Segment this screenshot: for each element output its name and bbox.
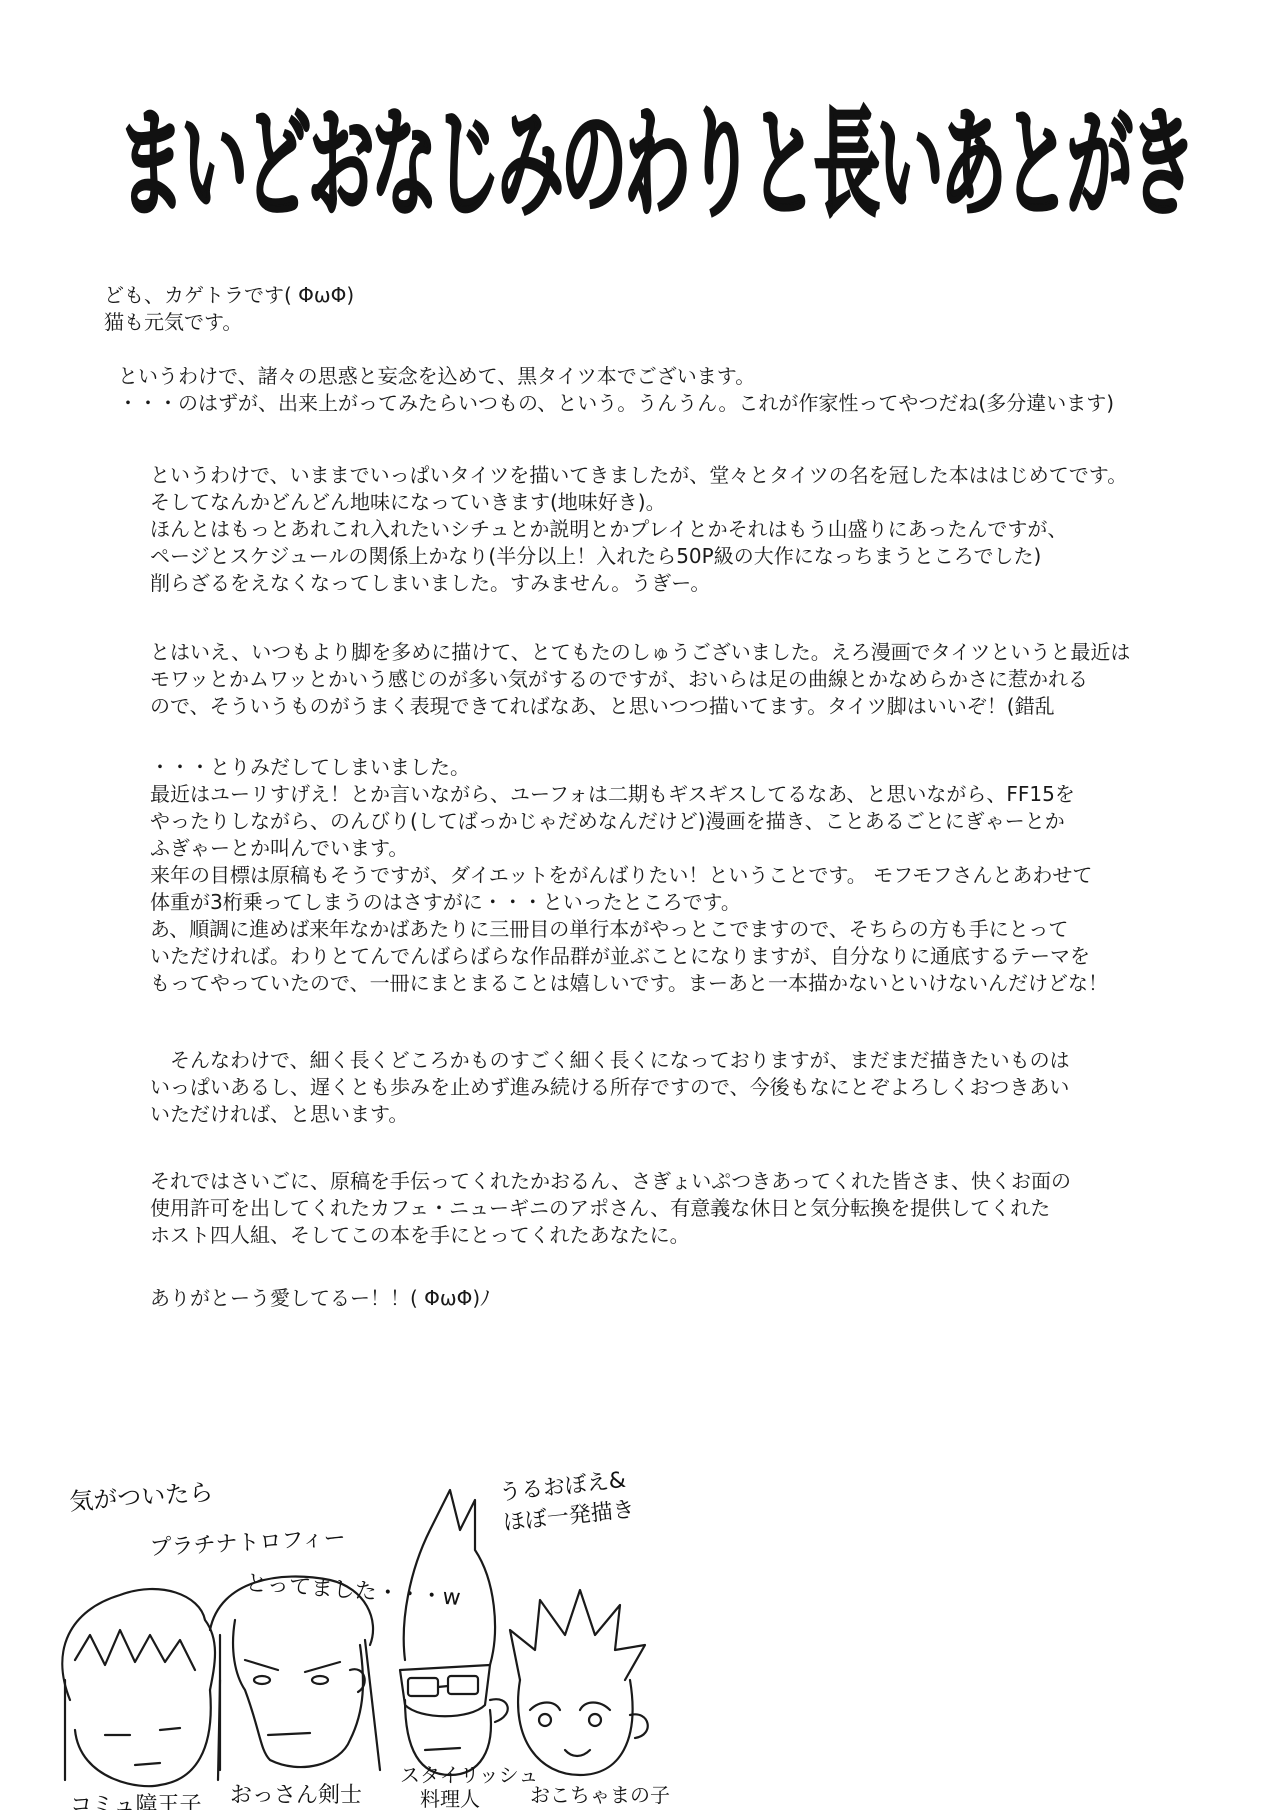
text-line: ども、カゲトラです( ΦωΦ)	[104, 283, 355, 307]
sketch-note: とってました・・・w	[244, 1571, 462, 1612]
text-line: そしてなんかどんどん地味になっていきます(地味好き)。	[150, 490, 666, 514]
text-line: 最近はユーリすげえ！とか言いながら、ユーフォは二期もギスギスしてるなあ、と思いながら、FF15を	[150, 782, 1075, 806]
sketch-label: おっさん剣士	[230, 1783, 363, 1808]
text-line: いただければ、と思います。	[150, 1102, 409, 1126]
sketch-label: スタイリッシュ	[400, 1763, 539, 1787]
text-line: モワッとかムワッとかいう感じのが多い気がするのですが、おいらは足の曲線とかなめらかさに惹かれる	[150, 667, 1088, 691]
text-line: 来年の目標は原稿もそうですが、ダイエットをがんばりたい！ということです。 モフモフさんとあわせて	[150, 863, 1093, 887]
sketch-note: プラチナトロフィー	[149, 1525, 347, 1561]
paragraph-legs	[150, 639, 1178, 720]
text-line: それではさいごに、原稿を手伝ってくれたかおるん、さぎょいぷつきあってくれた皆さま、快くお面の	[150, 1169, 1071, 1193]
page-title	[118, 70, 1198, 250]
paragraph-recent	[150, 754, 1178, 997]
sketch-note: うるおぼえ&	[498, 1467, 628, 1506]
text-line: ・・・のはずが、出来上がってみたらいつもの、という。うんうん。これが作家性ってやつだね(多分違います)	[118, 391, 1115, 415]
text-line: ホスト四人組、そしてこの本を手にとってくれたあなたに。	[150, 1223, 690, 1247]
text-line: 体重が3桁乗ってしまうのはさすがに・・・といったところです。	[150, 890, 741, 914]
sketch-note: 気がついたら	[68, 1478, 215, 1516]
text-line: 使用許可を出してくれたカフェ・ニューギニのアポさん、有意義な休日と気分転換を提供してくれた	[150, 1196, 1051, 1220]
afterword-body	[104, 282, 1178, 1312]
text-line: もってやっていたので、一冊にまとまることは嬉しいです。まーあと一本描かないといけないんだけどな！	[150, 971, 1108, 995]
character-2-drawing	[210, 1577, 380, 1770]
paragraph-greeting	[104, 282, 1178, 336]
character-3-drawing	[400, 1490, 508, 1775]
text-line: 削らざるをえなくなってしまいました。すみません。うぎー。	[150, 571, 711, 595]
title-text: まいどおなじみのわりと長いあとがき	[118, 95, 1193, 233]
text-line: いっぱいあるし、遅くとも歩みを止めず進み続ける所存ですので、今後もなにとぞよろしくおつきあい	[150, 1075, 1070, 1099]
sketch-label: 料理人	[420, 1787, 480, 1810]
paragraph-intro	[118, 363, 1178, 417]
paragraph-thanks	[150, 1168, 1178, 1249]
sketch-label: おこちゃまの子	[530, 1783, 670, 1807]
text-line: ページとスケジュールの関係上かなり(半分以上！入れたら50P級の大作になっちまうところでした)	[150, 544, 1042, 568]
sketch-label: コミュ障王子	[70, 1793, 202, 1810]
paragraph-tights	[150, 462, 1178, 597]
text-line: ありがとーう愛してるー！！( ΦωΦ)ﾉ	[150, 1286, 491, 1310]
text-line: やったりしながら、のんびり(してばっかじゃだめなんだけど)漫画を描き、ことあるごとにぎゃーとか	[150, 809, 1065, 833]
text-line: ほんとはもっとあれこれ入れたいシチュとか説明とかプレイとかそれはもう山盛りにあったんですが、	[150, 517, 1068, 541]
text-line: そんなわけで、細く長くどころかものすごく細く長くになっておりますが、まだまだ描きたいものは	[150, 1048, 1070, 1072]
text-line: というわけで、いままでいっぱいタイツを描いてきましたが、堂々とタイツの名を冠した本ははじめてです。	[150, 463, 1128, 487]
text-line: 猫も元気です。	[104, 310, 243, 334]
character-sketch	[20, 1430, 1260, 1810]
paragraph-future	[150, 1047, 1178, 1128]
text-line: ふぎゃーとか叫んでいます。	[150, 836, 409, 860]
text-line: あ、順調に進めば来年なかばあたりに三冊目の単行本がやっとこでますので、そちらの方も手にとって	[150, 917, 1069, 941]
character-1-drawing	[62, 1589, 220, 1786]
text-line: ・・・とりみだしてしまいました。	[150, 755, 470, 779]
text-line: ので、そういうものがうまく表現できてればなあ、と思いつつ描いてます。タイツ脚はいいぞ！(錯乱	[150, 694, 1055, 718]
character-4-drawing	[510, 1590, 648, 1775]
text-line: とはいえ、いつもより脚を多めに描けて、とてもたのしゅうございました。えろ漫画でタイツというと最近は	[150, 640, 1131, 664]
text-line: というわけで、諸々の思惑と妄念を込めて、黒タイツ本でございます。	[118, 364, 756, 388]
paragraph-closing	[150, 1285, 1178, 1312]
sketch-note: ほぼ一発描き	[502, 1497, 636, 1536]
text-line: いただければ。わりとてんでんばらばらな作品群が並ぶことになりますが、自分なりに通底するテーマを	[150, 944, 1090, 968]
